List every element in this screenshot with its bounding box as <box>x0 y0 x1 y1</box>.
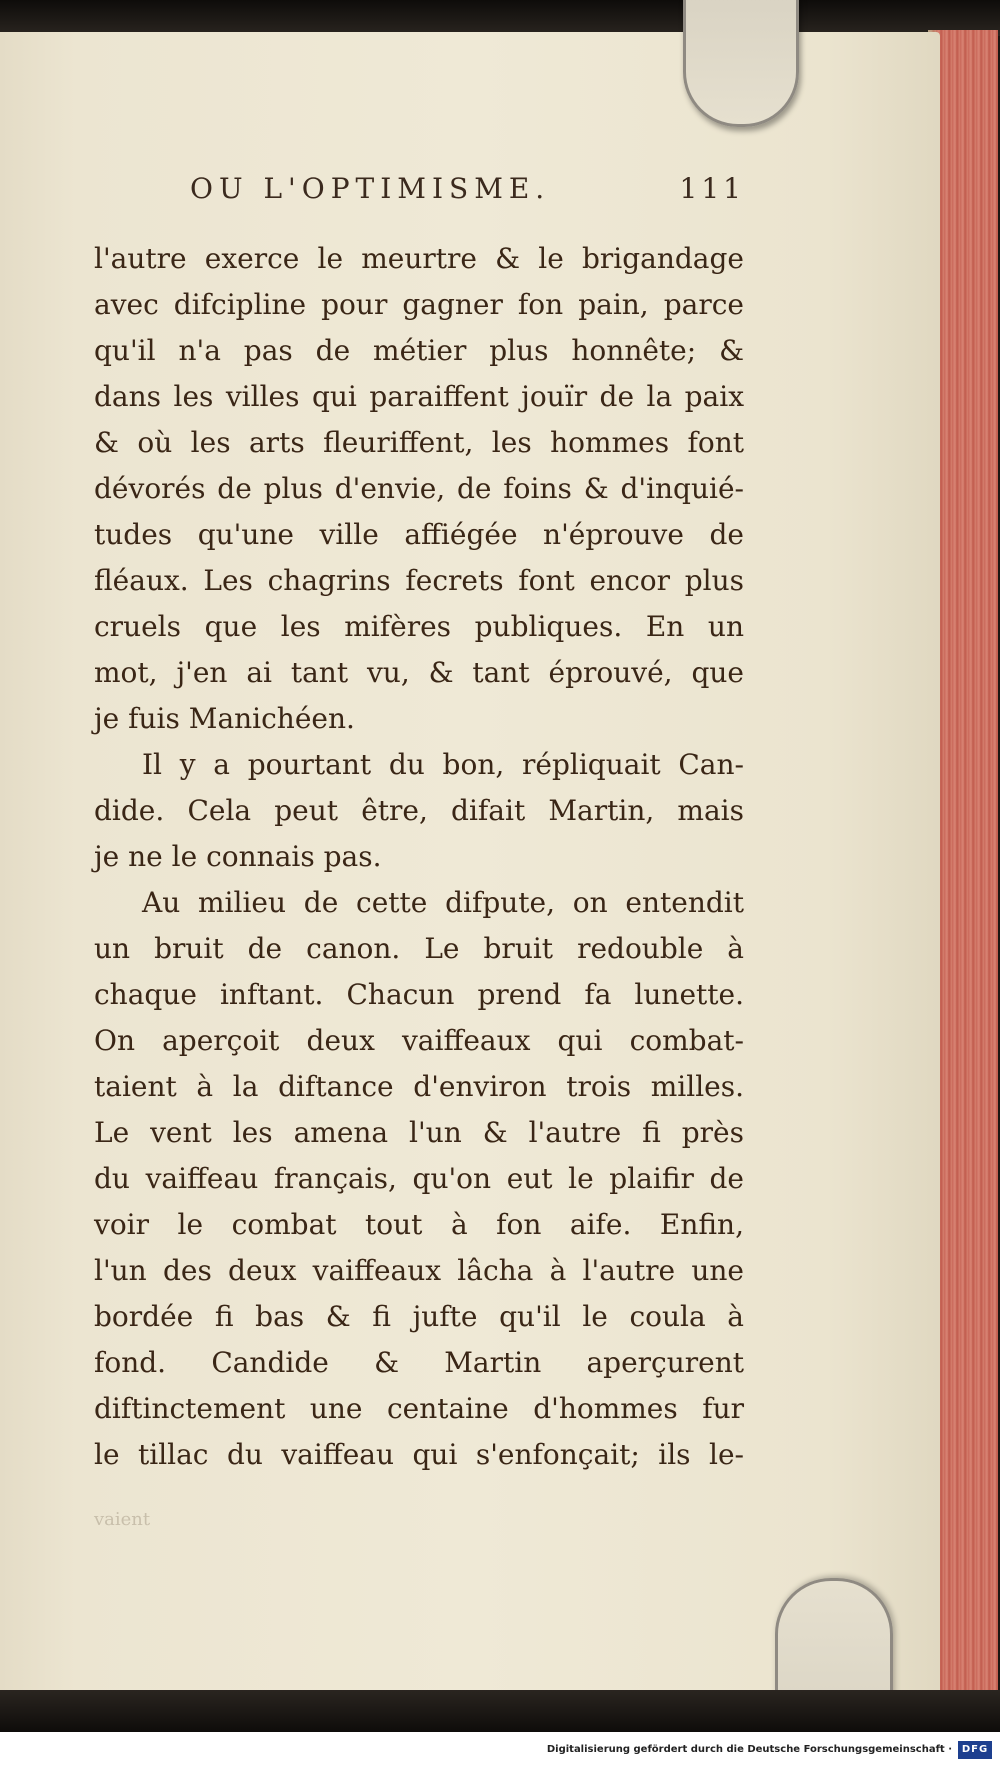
text-line: dévorés de plus d'envie, de foins & d'inquié- <box>94 472 744 505</box>
text-line: qu'il n'a pas de métier plus honnête; & <box>94 334 744 367</box>
dfg-logo-icon: DFG <box>958 1741 992 1759</box>
bottom-dark-border <box>0 1690 1000 1732</box>
text-line: chaque inftant. Chacun prend fa lunette. <box>94 978 744 1011</box>
text-line: je ne le connais pas. <box>94 840 382 873</box>
text-line: l'autre exerce le meurtre & le brigandage <box>94 242 744 275</box>
text-line: Le vent les amena l'un & l'autre fi près <box>94 1116 744 1149</box>
footer <box>0 1732 1000 1771</box>
text-line: le tillac du vaiffeau qui s'enfonçait; ils le- <box>94 1438 744 1471</box>
page-number: 111 <box>679 172 745 205</box>
text-line: tudes qu'une ville affiégée n'éprouve de <box>94 518 744 551</box>
running-head <box>190 172 745 212</box>
text-line: un bruit de canon. Le bruit redouble à <box>94 932 744 965</box>
funding-credit: Digitalisierung gefördert durch die Deutsche Forschungsgemeinschaft · <box>546 1744 952 1755</box>
page-clip-top <box>683 0 799 127</box>
text-line: cruels que les mifères publiques. En un <box>94 610 744 643</box>
text-line: & où les arts fleuriffent, les hommes font <box>94 426 744 459</box>
text-line: mot, j'en ai tant vu, & tant éprouvé, que <box>94 656 744 689</box>
running-title: OU L'OPTIMISME. <box>190 172 551 205</box>
text-line: je fuis Manichéen. <box>94 702 355 735</box>
text-line: taient à la diftance d'environ trois milles. <box>94 1070 744 1103</box>
body-text <box>94 236 744 1478</box>
text-line: l'un des deux vaiffeaux lâcha à l'autre une <box>94 1254 744 1287</box>
text-line: dide. Cela peut être, difait Martin, mais <box>94 794 744 827</box>
text-line: Il y a pourtant du bon, répliquait Can- <box>142 748 744 781</box>
text-line: avec difcipline pour gagner fon pain, parce <box>94 288 744 321</box>
text-line: bordée fi bas & fi jufte qu'il le coula à <box>94 1300 744 1333</box>
text-line: voir le combat tout à fon aife. Enfin, <box>94 1208 744 1241</box>
top-dark-border <box>0 0 1000 36</box>
text-line: Au milieu de cette difpute, on entendit <box>142 886 744 919</box>
text-line: diftinctement une centaine d'hommes fur <box>94 1392 744 1425</box>
catchword: vaient <box>94 1509 151 1530</box>
text-line: On aperçoit deux vaiffeaux qui combat- <box>94 1024 744 1057</box>
text-line: dans les villes qui paraiffent jouïr de la paix <box>94 380 744 413</box>
text-line: fond. Candide & Martin aperçurent <box>94 1346 744 1379</box>
text-line: fléaux. Les chagrins fecrets font encor plus <box>94 564 744 597</box>
text-line: du vaiffeau français, qu'on eut le plaifir de <box>94 1162 744 1195</box>
